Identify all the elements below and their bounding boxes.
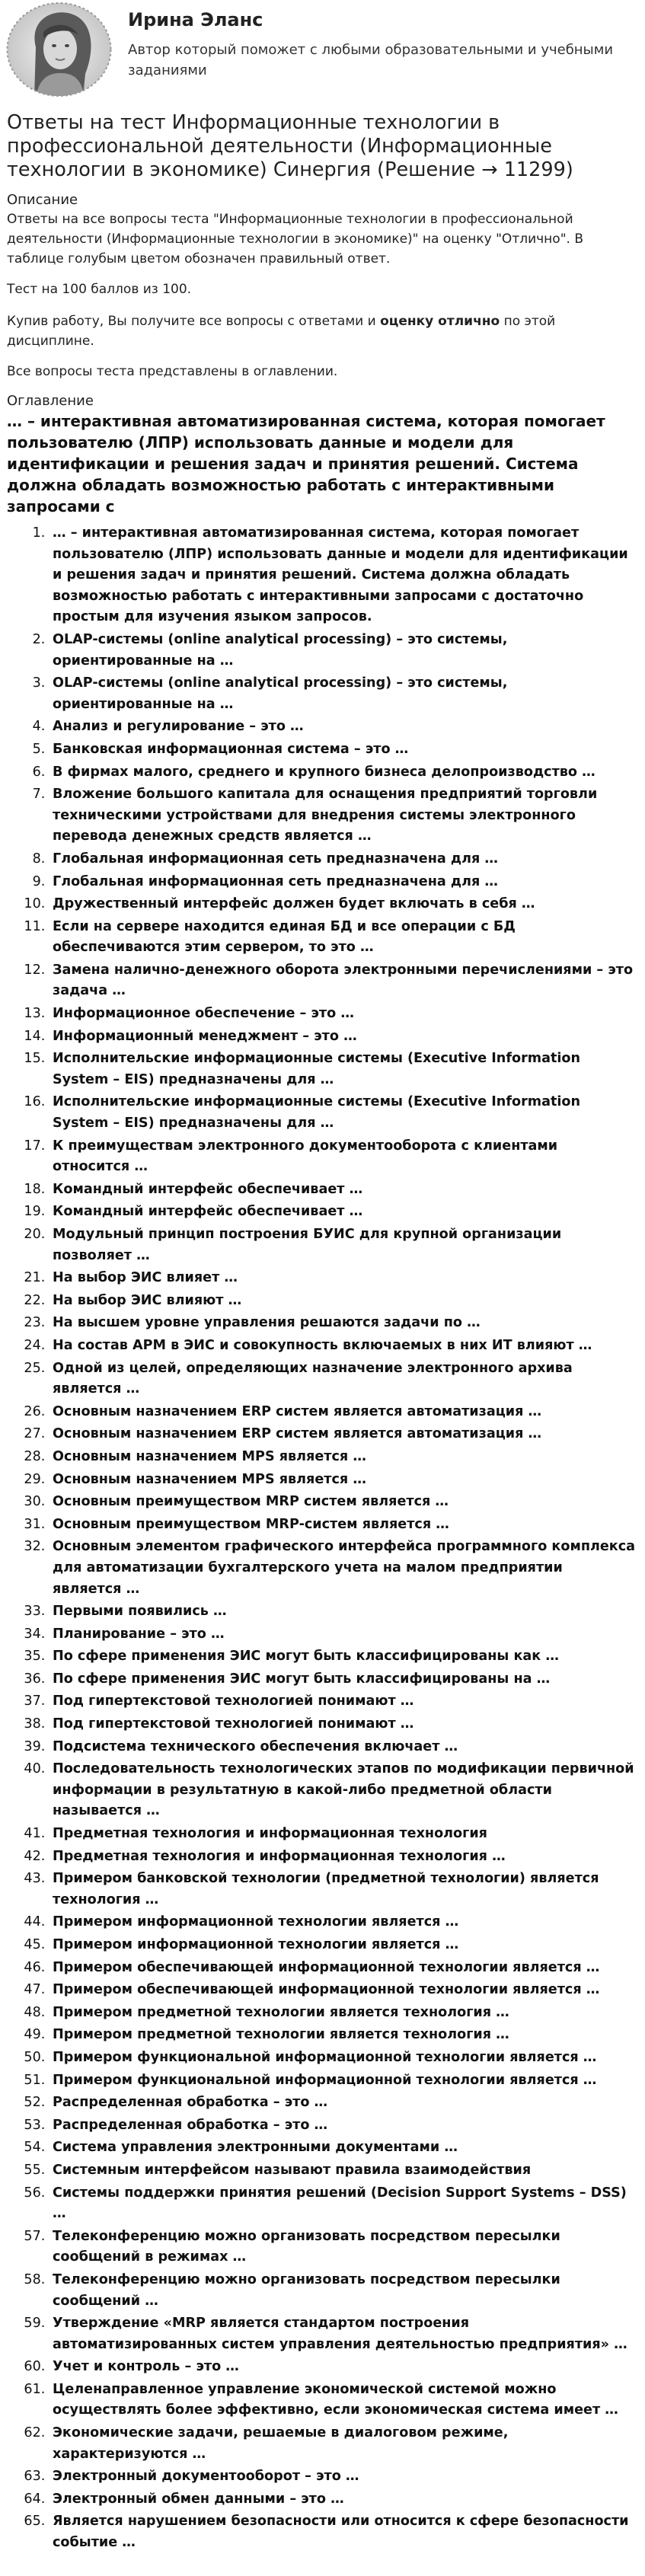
toc-item: 49. Примером предметной технологии является технология …: [49, 2025, 636, 2046]
toc-item: 2. OLAP-системы (online analytical processing) – это системы, ориентированные на …: [49, 630, 636, 672]
toc-item: 63. Электронный документооборот – это …: [49, 2466, 636, 2488]
toc-item: 55. Системным интерфейсом называют правила взаимодействия: [49, 2160, 636, 2182]
description-body: [7, 209, 636, 381]
toc-item: 18. Командный интерфейс обеспечивает …: [49, 1179, 636, 1201]
toc-item: 45. Примером информационной технологии является …: [49, 1935, 636, 1956]
purchase-text: Купив работу, Вы получите все вопросы с ответами и: [7, 314, 381, 329]
toc-item: 54. Система управления электронными документами …: [49, 2137, 636, 2159]
toc-label: Оглавление: [7, 393, 94, 409]
toc-item: 61. Целенаправленное управление экономической системой можно осуществлять более эффективно, если экономическая система имеет …: [49, 2380, 636, 2421]
toc-item: 38. Под гипертекстовой технологией понимают …: [49, 1714, 636, 1735]
toc-item: 22. На выбор ЭИС влияют …: [49, 1291, 636, 1312]
toc-item: 6. В фирмах малого, среднего и крупного бизнеса делопроизводство …: [49, 762, 636, 784]
toc-item: 16. Исполнительские информационные системы (Executive Information System – EIS) предназначены для …: [49, 1092, 636, 1134]
toc-item: 13. Информационное обеспечение – это …: [49, 1004, 636, 1025]
toc-item: 21. На выбор ЭИС влияет …: [49, 1268, 636, 1289]
toc-item: 34. Планирование – это …: [49, 1624, 636, 1646]
toc-item: 9. Глобальная информационная сеть предназначена для …: [49, 872, 636, 893]
toc-item: 41. Предметная технология и информационная технология: [49, 1824, 636, 1845]
toc-item: 65. Является нарушением безопасности или относится к сфере безопасности событие …: [49, 2511, 636, 2553]
score-paragraph: Тест на 100 баллов из 100.: [7, 282, 192, 297]
toc-list: [7, 523, 636, 2554]
toc-item: 44. Примером информационной технологии является …: [49, 1912, 636, 1933]
toc-item: 19. Командный интерфейс обеспечивает …: [49, 1202, 636, 1223]
toc-item: 8. Глобальная информационная сеть предназначена для …: [49, 849, 636, 870]
toc-item: 11. Если на сервере находится единая БД и все операции с БД обеспечиваются этим сервером, то это …: [49, 917, 636, 959]
toc-item: 50. Примером функциональной информационной технологии является …: [49, 2048, 636, 2069]
toc-item: 27. Основным назначением ERP систем является автоматизация …: [49, 1424, 636, 1445]
toc-item: 30. Основным преимуществом MRP систем является …: [49, 1492, 636, 1513]
toc-item: 4. Анализ и регулирование – это …: [49, 717, 636, 738]
toc-item: 59. Утверждение «MRP является стандартом построения автоматизированных систем управления деятельностью предприятия» …: [49, 2313, 636, 2355]
author-card: [7, 0, 636, 108]
toc-item: 10. Дружественный интерфейс должен будет включать в себя …: [49, 894, 636, 915]
toc-item: 37. Под гипертекстовой технологией понимают …: [49, 1691, 636, 1713]
toc-item: 64. Электронный обмен данными – это …: [49, 2489, 636, 2511]
grade-emphasis: оценку отлично: [380, 314, 500, 329]
toc-item: 25. Одной из целей, определяющих назначение электронного архива является …: [49, 1358, 636, 1400]
toc-item: 7. Вложение большого капитала для оснащения предприятий торговли техническими устройствами для внедрения системы электронного перевода денежных средств является …: [49, 784, 636, 847]
toc-item: 39. Подсистема технического обеспечения включает …: [49, 1737, 636, 1758]
toc-item: 60. Учет и контроль – это …: [49, 2357, 636, 2378]
toc-item: 3. OLAP-системы (online analytical processing) – это системы, ориентированные на …: [49, 673, 636, 715]
toc-item: 47. Примером обеспечивающей информационной технологии является …: [49, 1980, 636, 2001]
toc-item: 53. Распределенная обработка – это …: [49, 2115, 636, 2137]
author-info: [128, 2, 631, 81]
toc-item: 23. На высшем уровне управления решаются задачи по …: [49, 1313, 636, 1334]
toc-item: 62. Экономические задачи, решаемые в диалоговом режиме, характеризуются …: [49, 2423, 636, 2465]
toc-item: 46. Примером обеспечивающей информационной технологии является …: [49, 1958, 636, 1979]
toc-item: 33. Первыми появились …: [49, 1601, 636, 1623]
toc-item: 20. Модульный принцип построения БУИС для крупной организации позволяет …: [49, 1224, 636, 1266]
toc-item: 1. … – интерактивная автоматизированная система, которая помогает пользователю (ЛПР) использовать данные и модели для идентификации и решения задач и принятия решений. Система должна обладать возможностью работать с интерактивными запросами с достаточно простым для изучения языком запросов.: [49, 523, 636, 628]
toc-item: 5. Банковская информационная система – это …: [49, 739, 636, 761]
author-name[interactable]: Ирина Эланс: [128, 9, 263, 30]
toc-item: 43. Примером банковской технологии (предметной технологии) является технология …: [49, 1869, 636, 1910]
toc-item: 24. На состав АРМ в ЭИС и совокупность включаемых в них ИТ влияют …: [49, 1336, 636, 1357]
toc-item: 15. Исполнительские информационные системы (Executive Information System – EIS) предназначены для …: [49, 1049, 636, 1090]
toc-item: 36. По сфере применения ЭИС могут быть классифицированы на …: [49, 1669, 636, 1690]
toc-item: 14. Информационный менеджмент – это …: [49, 1026, 636, 1048]
description-label: Описание: [7, 192, 78, 208]
toc-item: 56. Системы поддержки принятия решений (Decision Support Systems – DSS) …: [49, 2183, 636, 2225]
toc-note-paragraph: Все вопросы теста представлены в оглавлении.: [7, 364, 338, 379]
avatar[interactable]: [5, 2, 113, 97]
toc-heading: … – интерактивная автоматизированная система, которая помогает пользователю (ЛПР) использовать данные и модели для идентификации и решения задач и принятия решений. Система должна обладать возможностью работать с интерактивными запросами с: [7, 412, 605, 516]
toc-item: 31. Основным преимуществом MRP-систем является …: [49, 1515, 636, 1536]
toc-item: 26. Основным назначением ERP систем является автоматизация …: [49, 1402, 636, 1423]
toc-item: 57. Телеконференцию можно организовать посредством пересылки сообщений в режимах …: [49, 2226, 636, 2268]
toc-item: 29. Основным назначением MPS является …: [49, 1470, 636, 1491]
toc-item: 52. Распределенная обработка – это …: [49, 2092, 636, 2114]
toc-item: 51. Примером функциональной информационной технологии является …: [49, 2070, 636, 2092]
toc-item: 32. Основным элементом графического интерфейса программного комплекса для автоматизации бухгалтерского учета на малом предприятии является …: [49, 1537, 636, 1600]
toc-item: 17. К преимуществам электронного документооборота с клиентами относится …: [49, 1136, 636, 1178]
description-paragraph: Ответы на все вопросы теста "Информационные технологии в профессиональной деятельности (Информационные технологии в экономике)" на оценку "Отлично". В таблице голубым цветом обозначен правильный ответ.: [7, 212, 583, 267]
author-description: Автор который поможет с любыми образовательными и учебными заданиями: [128, 42, 614, 78]
purchase-paragraph: [7, 311, 636, 351]
toc-item: 28. Основным назначением MPS является …: [49, 1447, 636, 1468]
purchase-text-end: по этой дисциплине.: [7, 314, 556, 349]
toc-item: 48. Примером предметной технологии является технология …: [49, 2003, 636, 2024]
toc-item: 40. Последовательность технологических этапов по модификации первичной информации в результатную в какой-либо предметной области называется …: [49, 1759, 636, 1822]
toc-item: 35. По сфере применения ЭИС могут быть классифицированы как …: [49, 1646, 636, 1668]
page-title: Ответы на тест Информационные технологии в профессиональной деятельности (Информационные технологии в экономике) Синергия (Решение → 11299): [7, 111, 573, 181]
toc-item: 42. Предметная технология и информационная технология …: [49, 1847, 636, 1868]
toc-item: 12. Замена налично-денежного оборота электронными перечислениями – это задача …: [49, 960, 636, 1002]
toc-item: 58. Телеконференцию можно организовать посредством пересылки сообщений …: [49, 2270, 636, 2312]
